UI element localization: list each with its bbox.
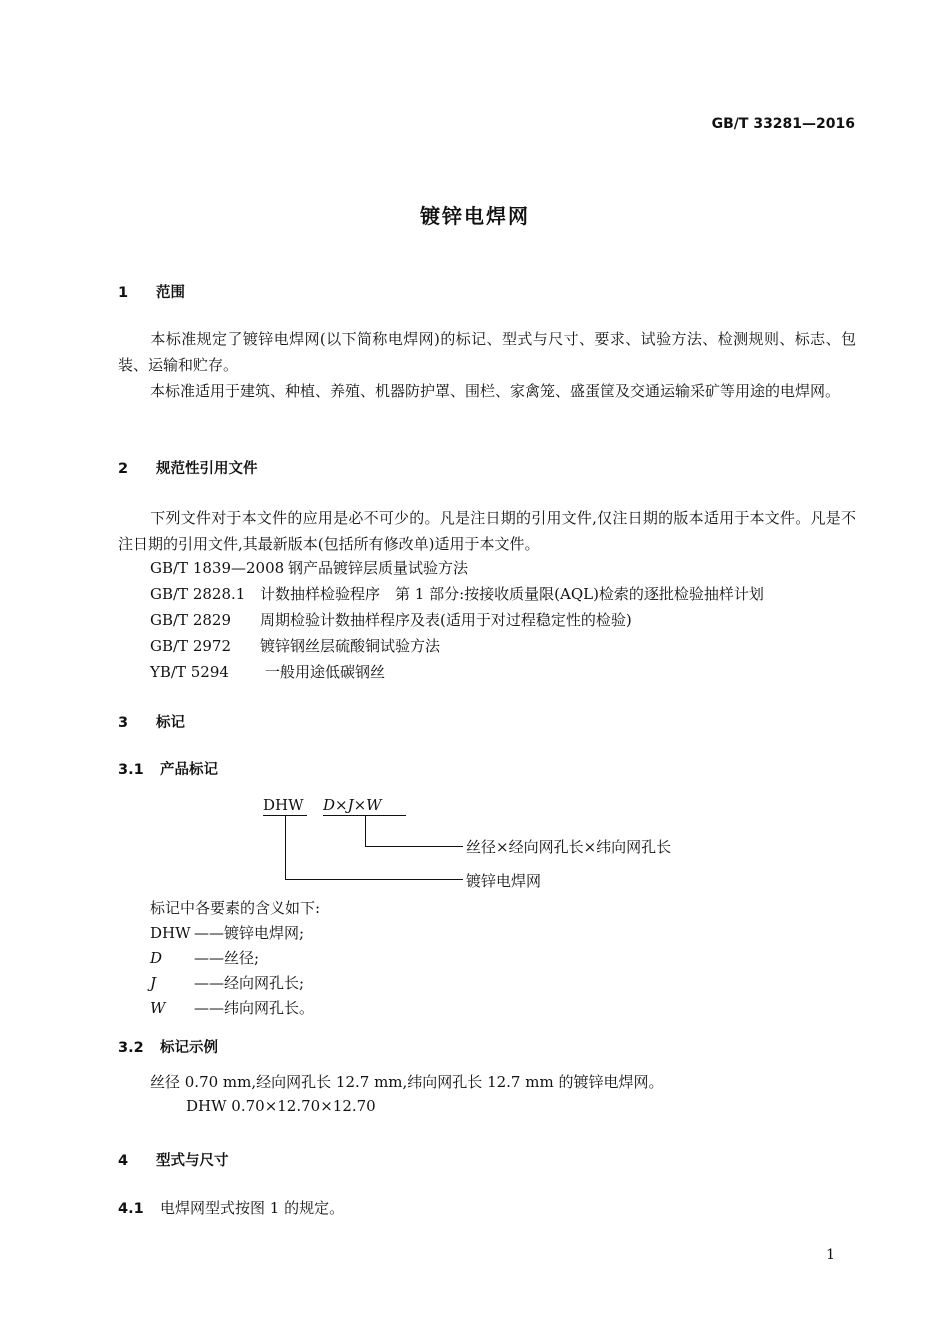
- section-3-2-heading: [118, 1036, 218, 1057]
- section-3-heading: [118, 711, 185, 732]
- reference-item: GB/T 2829 周期检验计数抽样程序及表(适用于对过程稳定性的检验): [150, 611, 632, 629]
- section-title: 型式与尺寸: [156, 1153, 229, 1169]
- diagram-prefix: DHW: [263, 796, 304, 814]
- example-mark: DHW 0.70×12.70×12.70: [186, 1097, 376, 1115]
- section-4-heading: [118, 1149, 229, 1170]
- section-title: 规范性引用文件: [156, 461, 258, 477]
- section-number: 3: [118, 715, 129, 731]
- section-4-1-text: 电焊网型式按图 1 的规定。: [160, 1199, 345, 1217]
- section-number: 1: [118, 285, 129, 301]
- page-number: 1: [826, 1247, 835, 1263]
- reference-item: GB/T 2828.1 计数抽样检验程序 第 1 部分:按接收质量限(AQL)检索的逐批检验抽样计划: [150, 585, 764, 603]
- definition-item: J ——经向网孔长;: [150, 974, 305, 992]
- definition-item: W ——纬向网孔长。: [150, 999, 315, 1017]
- diagram-prefix-label: 镀锌电焊网: [466, 872, 542, 890]
- standard-number: GB/T 33281—2016: [711, 116, 855, 132]
- scope-paragraph-2: 本标准适用于建筑、种植、养殖、机器防护罩、围栏、家禽笼、盛蛋筐及交通运输采矿等用途的电焊网。: [150, 382, 841, 400]
- section-3-1-heading: [118, 758, 218, 779]
- references-intro: 下列文件对于本文件的应用是必不可少的。凡是注日期的引用文件,仅注日期的版本适用于本文件。凡是不注日期的引用文件,其最新版本(包括所有修改单)适用于本文件。: [118, 509, 856, 553]
- section-2-heading: [118, 457, 258, 478]
- section-number: 4: [118, 1153, 129, 1169]
- section-title: 范围: [156, 285, 185, 301]
- section-title: 标记: [156, 715, 185, 731]
- section-1-heading: [118, 281, 185, 302]
- diagram-formula: D×J×W: [323, 796, 382, 814]
- reference-item: YB/T 5294 一般用途低碳钢丝: [150, 663, 386, 681]
- section-number: 3.1: [118, 762, 144, 778]
- section-number: 3.2: [118, 1040, 144, 1056]
- section-title: 产品标记: [160, 762, 218, 778]
- scope-paragraph-1: 本标准规定了镀锌电焊网(以下简称电焊网)的标记、型式与尺寸、要求、试验方法、检测规则、标志、包装、运输和贮存。: [118, 330, 856, 374]
- section-4-1: [118, 1197, 344, 1218]
- reference-item: GB/T 1839—2008 钢产品镀锌层质量试验方法: [150, 559, 469, 577]
- prefix-leader-vertical: [285, 815, 286, 879]
- section-number: 4.1: [118, 1201, 144, 1217]
- example-text: 丝径 0.70 mm,经向网孔长 12.7 mm,纬向网孔长 12.7 mm 的镀锌电焊网。: [150, 1073, 664, 1091]
- prefix-leader-horizontal: [285, 879, 463, 880]
- definition-item: DHW ——镀锌电焊网;: [150, 924, 305, 942]
- section-title: 标记示例: [160, 1040, 218, 1056]
- formula-leader-horizontal: [365, 846, 463, 847]
- reference-item: GB/T 2972 镀锌钢丝层硫酸铜试验方法: [150, 637, 441, 655]
- section-number: 2: [118, 461, 129, 477]
- meaning-intro: 标记中各要素的含义如下:: [150, 899, 321, 917]
- document-title: 镀锌电焊网: [420, 204, 530, 228]
- formula-leader-vertical: [365, 815, 366, 846]
- diagram-formula-label: 丝径×经向网孔长×纬向网孔长: [466, 838, 672, 856]
- definition-item: D ——丝径;: [150, 949, 260, 967]
